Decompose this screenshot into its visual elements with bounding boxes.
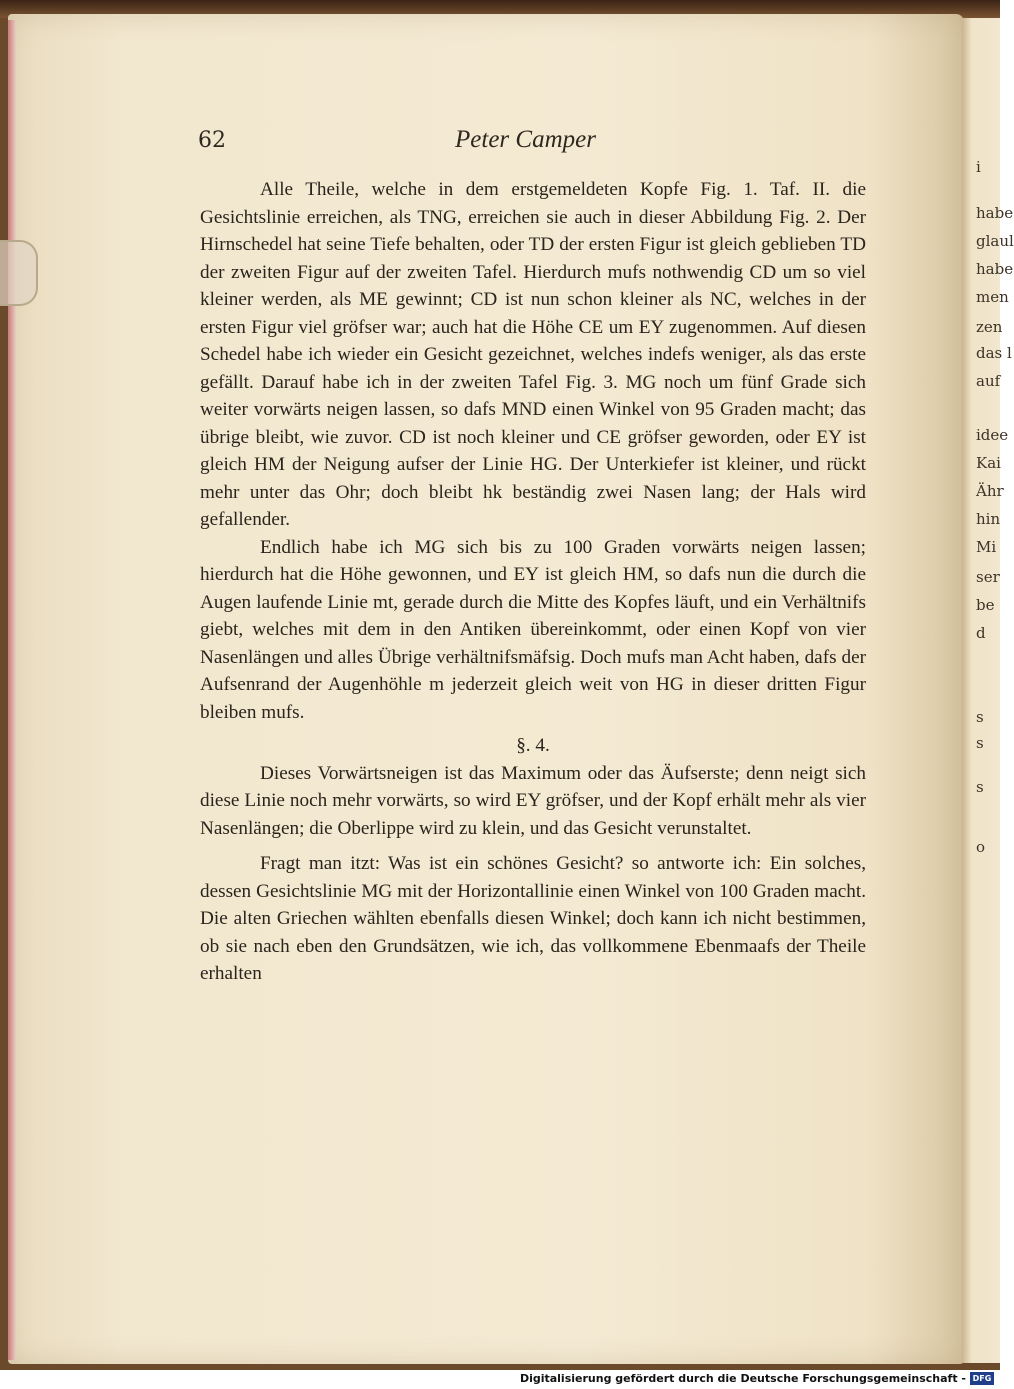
facing-page-margin — [962, 18, 1014, 1363]
paragraph: Fragt man itzt: Was ist ein schönes Gesicht? so antworte ich: Ein solches, dessen Gesichtslinie MG mit der Horizontallinie einen Winkel von 100 Graden macht. Die alten Griechen wählten ebenfalls diesen Winkel; doch kann ich nicht bestimmen, ob sie nach eben den Grundsätzen, wie ich, das vollkommene Ebenmaafs der Theile erhalten — [200, 853, 866, 984]
footer-credit: Digitalisierung gefördert durch die Deutsche Forschungsgemeinschaft - — [519, 1372, 966, 1385]
page-title: Peter Camper — [455, 126, 596, 153]
facing-page-fragment: auf — [976, 372, 1001, 390]
facing-page-fragment: o — [976, 838, 986, 856]
facing-page-fragment: Kai — [976, 454, 1001, 472]
facing-page-fragment: habe — [976, 204, 1014, 222]
digitization-footer — [0, 1370, 1000, 1389]
facing-page-fragment: ser — [976, 568, 1000, 586]
dfg-logo-icon: DFG — [970, 1372, 994, 1385]
facing-page-fragment: hin — [976, 510, 1001, 528]
page-clip — [0, 240, 38, 306]
facing-page-fragment: Ähr — [976, 482, 1004, 500]
paragraph: Alle Theile, welche in dem erstgemeldeten Kopfe Fig. 1. Taf. II. die Gesichtslinie erreichen, als TNG, erreichen sie auch in dieser Abbildung Fig. 2. Der Hirnschedel hat seine Tiefe behalten, oder TD der ersten Figur ist gleich geblieben TD der zweiten Figur auf der zweiten Tafel. Hierdurch mufs nothwendig CD um so viel kleiner werden, als ME gewinnt; CD ist nun schon kleiner als NC, welches in der ersten Figur viel gröfser war; auch hat die Höhe CE um EY zugenommen. Auf diesen Schedel habe ich wieder ein Gesicht gezeichnet, welches indefs weniger, als das erste gefällt. Darauf habe ich in der zweiten Tafel Fig. 3. MG noch um fünf Grade sich weiter vorwärts neigen lassen, so dafs MND einen Winkel von 95 Graden macht; das übrige bleibt, wie zuvor. CD ist noch kleiner und CE gröfser geworden, oder EY ist gleich HM der Neigung aufser der Linie HG. Der Unterkiefer ist kleiner, und rückt mehr unter das Ohr; doch bleibt hk beständig zwei Nasen lang; der Hals wird gefallender. — [200, 179, 866, 530]
section-heading: §. 4. — [516, 735, 550, 756]
facing-page-fragment: s — [976, 708, 984, 726]
facing-page-fragment: men — [976, 288, 1009, 306]
page-number: 62 — [198, 128, 226, 153]
facing-page-fragment: i — [976, 158, 981, 176]
facing-page-fragment: s — [976, 734, 984, 752]
paragraph: Dieses Vorwärtsneigen ist das Maximum oder das Äufserste; denn neigt sich diese Linie noch mehr vorwärts, so wird EY gröfser, und der Kopf erhält mehr als vier Nasenlängen; die Oberlippe wird zu klein, und das Gesicht verunstaltet. — [200, 762, 866, 839]
body-text — [200, 176, 866, 988]
facing-page-fragment: glaul — [976, 232, 1014, 250]
facing-page-fragment: be — [976, 596, 995, 614]
facing-page-fragment: Mi — [976, 538, 997, 556]
facing-page-fragment: d — [976, 624, 986, 642]
facing-page-fragment: idee — [976, 426, 1009, 444]
page-edge — [8, 20, 16, 1360]
facing-page-fragment: habe — [976, 260, 1014, 278]
facing-page-fragment: das l — [976, 344, 1012, 362]
facing-page-fragment: zen — [976, 318, 1003, 336]
facing-page-fragment: s — [976, 778, 984, 796]
paragraph: Endlich habe ich MG sich bis zu 100 Graden vorwärts neigen lassen; hierdurch hat die Höhe gewonnen, und EY ist gleich HM, so dafs nun die durch die Augen laufende Linie mt, gerade durch die Mitte des Kopfes läuft, und ein Verhältnifs giebt, welches mit dem in den Antiken übereinkommt, oder einen Kopf von vier Nasenlängen und alles Übrige verhältnifsmäfsig. Doch mufs man Acht haben, dafs der Aufsenrand der Augenhöhle m jederzeit gleich weit von HG in dieser dritten Figur bleiben mufs. — [200, 536, 866, 723]
